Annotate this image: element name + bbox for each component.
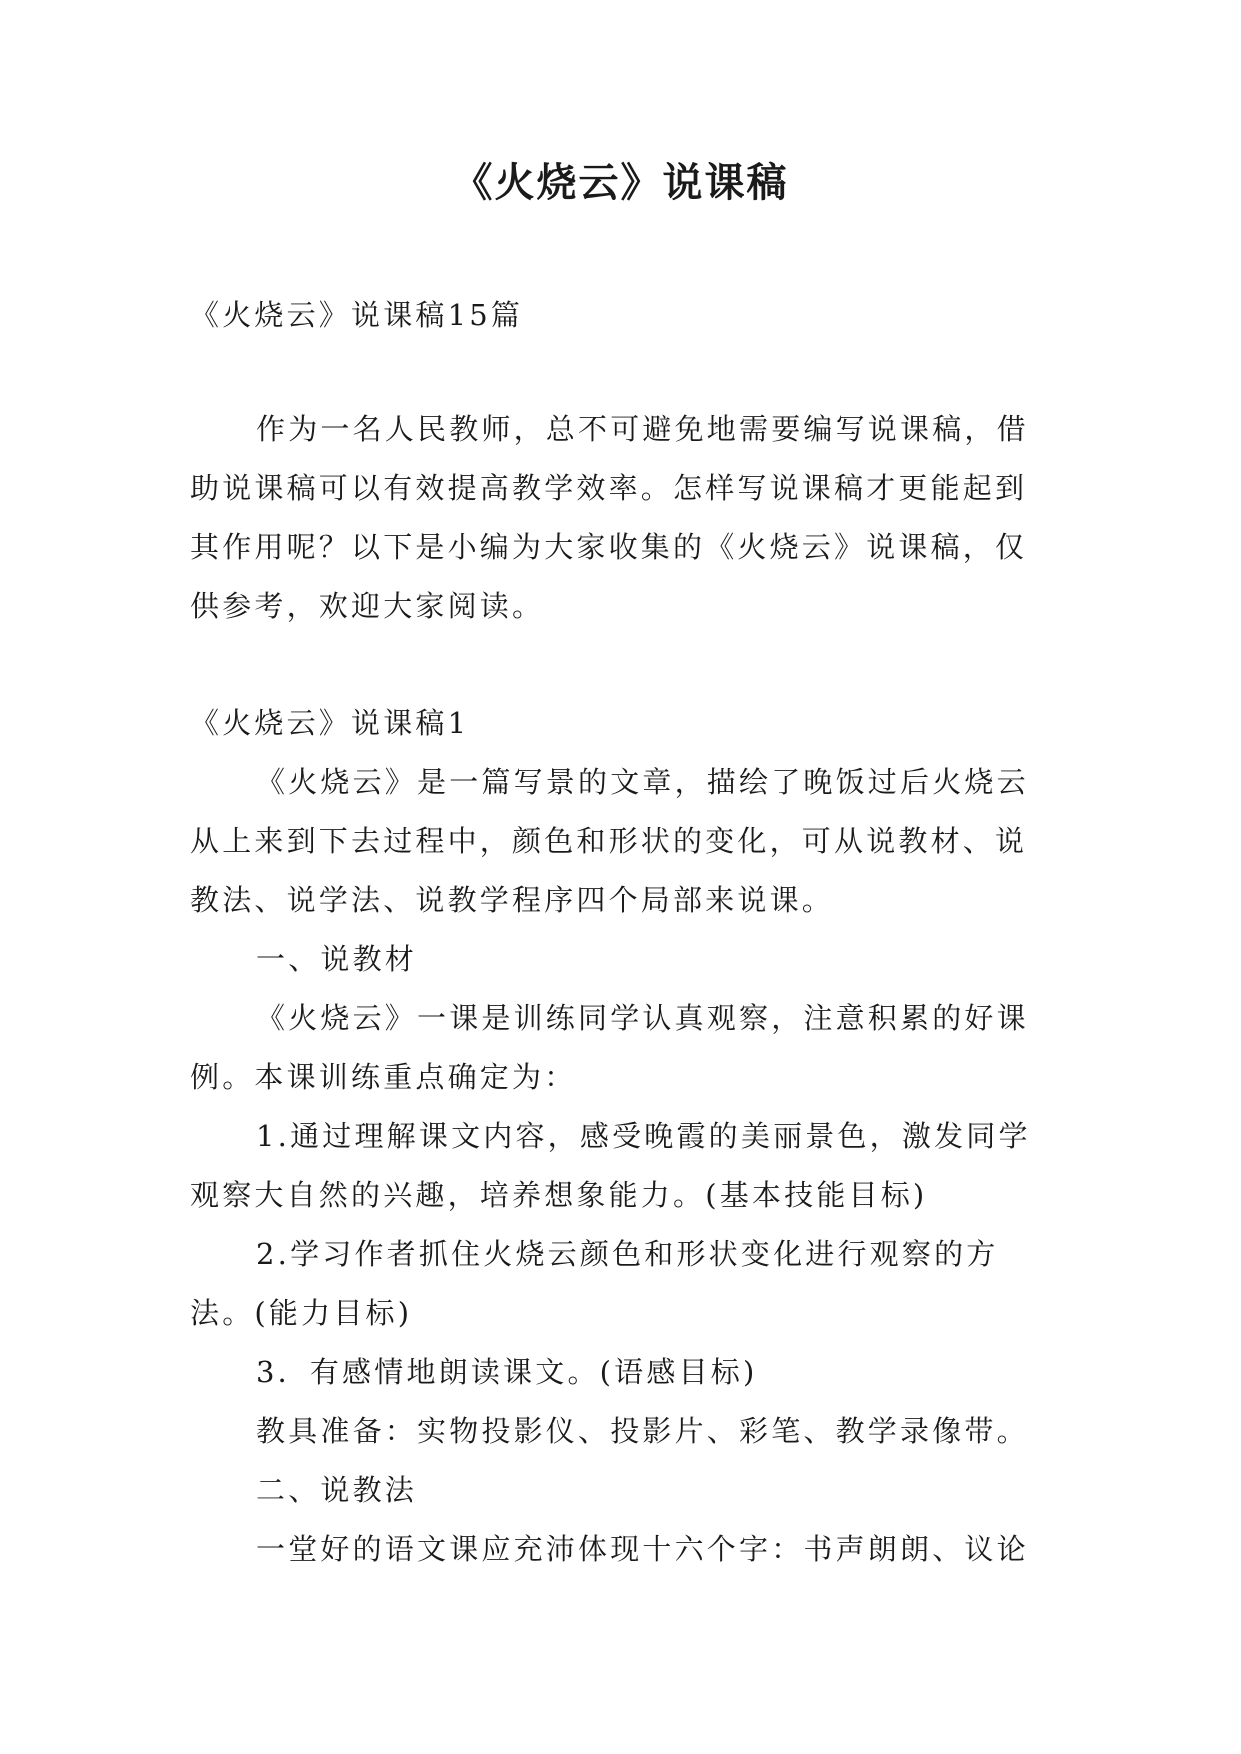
paragraph: 《火烧云》是一篇写景的文章，描绘了晚饭过后火烧云从上来到下去过程中，颜色和形状的变化，可从说教材、说教法、说学法、说教学程序四个局部来说课。 xyxy=(190,765,1029,917)
heading-teaching-material: 一、说教材 xyxy=(256,942,418,976)
document-title: 《火烧云》说课稿 xyxy=(452,160,789,206)
list-item-goal-2: 2.学习作者抓住火烧云颜色和形状变化进行观察的方法。(能力目标) xyxy=(190,1237,999,1330)
heading-teaching-method: 二、说教法 xyxy=(256,1473,418,1507)
list-item-goal-1: 1.通过理解课文内容，感受晚霞的美丽景色，激发同学观察大自然的兴趣，培养想象能力。(基本技能目标) xyxy=(190,1119,1031,1212)
list-item-goal-3: 3．有感情地朗读课文。(语感目标) xyxy=(256,1355,758,1389)
paragraph: 《火烧云》一课是训练同学认真观察，注意积累的好课例。本课训练重点确定为： xyxy=(190,1001,1029,1094)
intro-paragraph: 作为一名人民教师，总不可避免地需要编写说课稿，借助说课稿可以有效提高教学效率。怎样写说课稿才更能起到其作用呢？以下是小编为大家收集的《火烧云》说课稿，仅供参考，欢迎大家阅读。 xyxy=(190,412,1029,623)
document-body xyxy=(190,286,1050,1579)
section-heading: 《火烧云》说课稿1 xyxy=(190,706,470,740)
subtitle: 《火烧云》说课稿15篇 xyxy=(190,298,524,332)
teaching-aids: 教具准备：实物投影仪、投影片、彩笔、教学录像带。 xyxy=(256,1414,1029,1448)
paragraph: 一堂好的语文课应充沛体现十六个字：书声朗朗、议论 xyxy=(256,1532,1029,1566)
